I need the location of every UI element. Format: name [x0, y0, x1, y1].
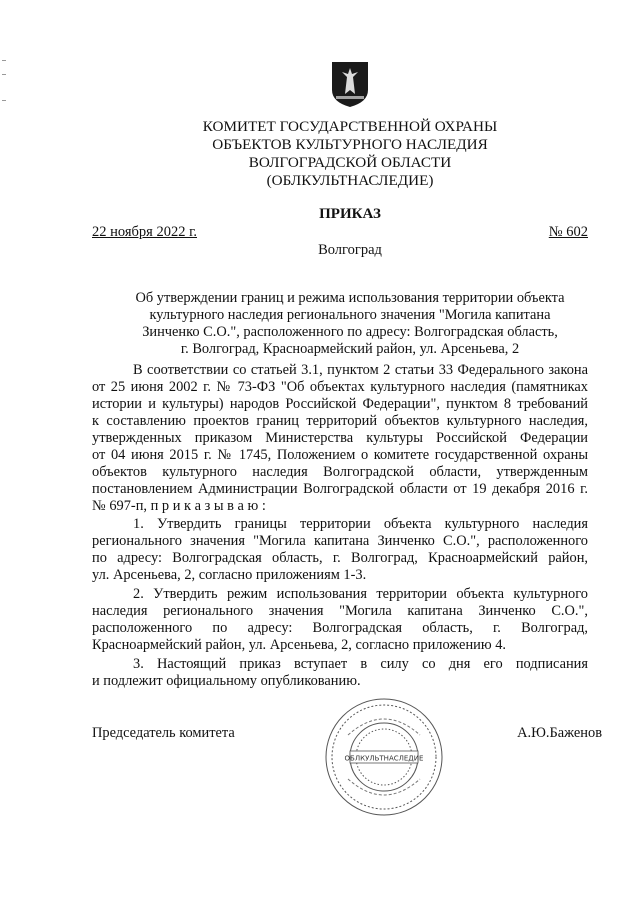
org-name-line: КОМИТЕТ ГОСУДАРСТВЕННОЙ ОХРАНЫ [202, 118, 498, 135]
subject-line: Зинченко С.О.", расположенного по адресу: Волгоградская область, [142, 324, 558, 340]
item-3-line: и подлежит официальному опубликованию. [92, 673, 361, 689]
item-2-line: 2. Утвердить режим использования территории объекта культурного [133, 586, 588, 602]
document-type: ПРИКАЗ [319, 206, 381, 222]
body-line: утвержденных приказом Министерства культуры Российской Федерации [92, 430, 588, 446]
body-line: от 04 июня 2015 г. № 1745, Положением о комитете государственной охраны [92, 447, 588, 463]
item-2-line: Красноармейский район, ул. Арсеньева, 2, согласно приложению 4. [92, 637, 506, 653]
body-line: к составлению проектов границ территорий объектов культурного наследия, [92, 413, 588, 429]
item-1-line: регионального значения "Могила капитана Зинченко С.О.", расположенного [92, 533, 588, 549]
subject-line: Об утверждении границ и режима использования территории объекта [135, 290, 565, 306]
body-line: В соответствии со статьей 3.1, пунктом 2 статьи 33 Федерального закона [133, 362, 588, 378]
scan-mark [2, 74, 6, 75]
signatory-name: А.Ю.Баженов [517, 725, 602, 741]
scan-mark [2, 100, 6, 101]
scan-mark [2, 60, 6, 61]
document-date: 22 ноября 2022 г. [92, 224, 198, 240]
body-line: № 697-п, п р и к а з ы в а ю : [92, 498, 266, 514]
org-short-name: (ОБЛКУЛЬТНАСЛЕДИЕ) [266, 172, 434, 189]
item-1-line: по адресу: Волгоградская область, г. Волгоград, Красноармейский район, [92, 550, 588, 566]
document-number: № 602 [548, 224, 588, 240]
subject-line: г. Волгоград, Красноармейский район, ул. Арсеньева, 2 [180, 341, 520, 357]
volgograd-emblem-icon [330, 60, 370, 108]
body-line: от 25 июня 2002 г. № 73-ФЗ "Об объектах культурного наследия (памятниках [92, 379, 588, 395]
item-1-line: 1. Утвердить границы территории объекта культурного наследия [133, 516, 588, 532]
org-name-line: ОБЪЕКТОВ КУЛЬТУРНОГО НАСЛЕДИЯ [212, 136, 488, 153]
document-city: Волгоград [318, 242, 382, 258]
stamp-text: ОБЛКУЛЬТНАСЛЕДИЕ [344, 754, 424, 763]
org-name-line: ВОЛГОГРАДСКОЙ ОБЛАСТИ [248, 154, 452, 171]
body-line: истории и культуры) народов Российской Федерации", пунктом 8 требований [92, 396, 588, 412]
item-2-line: наследия регионального значения "Могила капитана Зинченко С.О.", [92, 603, 588, 619]
body-line: объектов культурного наследия Волгоградской области, утвержденным [92, 464, 588, 480]
item-1-line: ул. Арсеньева, 2, согласно приложениям 1-3. [92, 567, 367, 583]
item-2-line: расположенного по адресу: Волгоградская область, г. Волгоград, [92, 620, 588, 636]
signatory-position: Председатель комитета [92, 725, 235, 741]
body-line: постановлением Администрации Волгоградской области от 19 декабря 2016 г. [92, 481, 588, 497]
item-3-line: 3. Настоящий приказ вступает в силу со дня его подписания [133, 656, 588, 672]
official-stamp [322, 695, 446, 819]
subject-line: культурного наследия регионального значения "Могила капитана [149, 307, 551, 323]
